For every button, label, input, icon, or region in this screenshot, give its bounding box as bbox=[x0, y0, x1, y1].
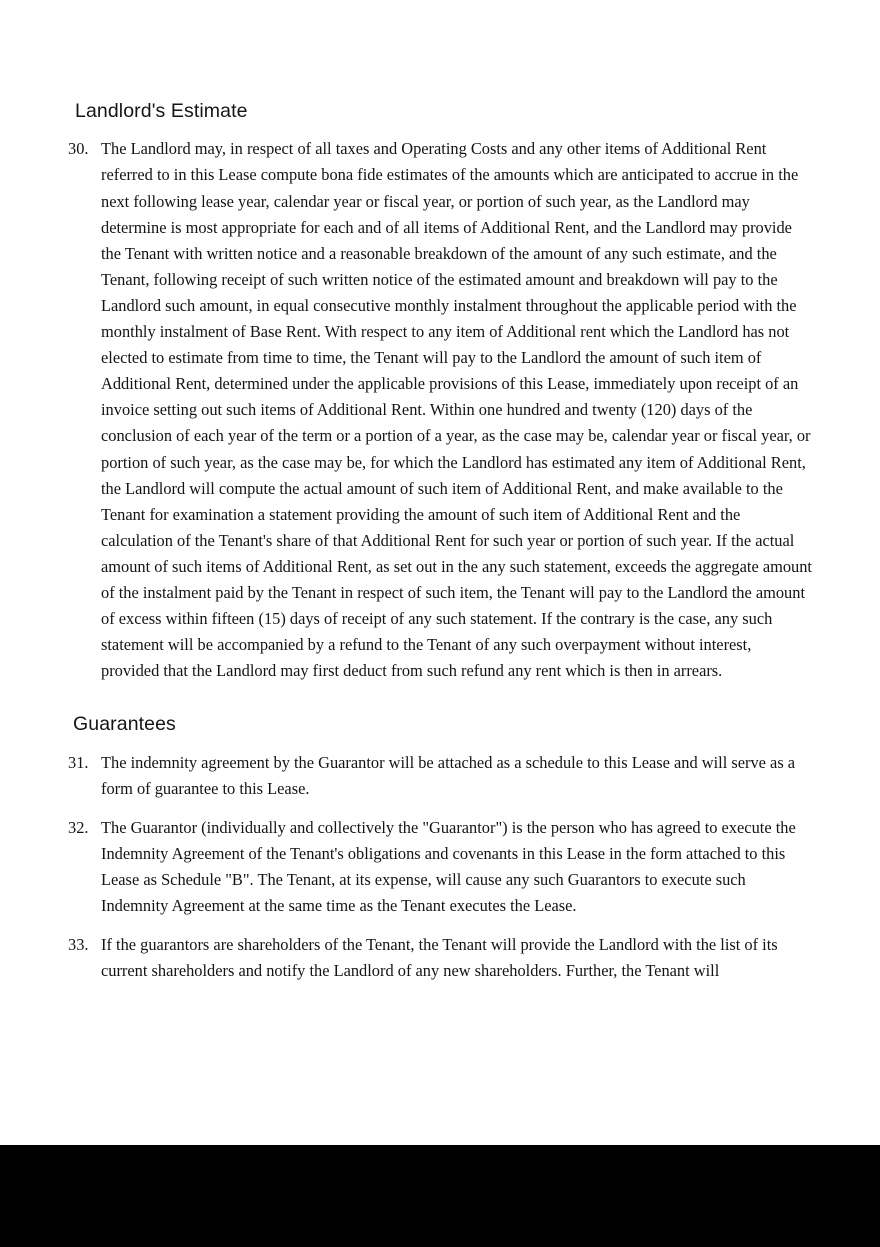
section-heading-landlords-estimate: Landlord's Estimate bbox=[75, 100, 248, 122]
page-footer-band bbox=[0, 1145, 880, 1247]
clause-list-guarantees bbox=[0, 750, 880, 985]
clause-text: The indemnity agreement by the Guarantor will be attached as a schedule to this Lease and will serve as a form of guarantee to this Lease. bbox=[101, 752, 796, 798]
clause-number: 31. bbox=[68, 752, 89, 772]
clause-number: 30. bbox=[68, 139, 89, 159]
clause-number: 33. bbox=[68, 935, 89, 955]
clause-text: If the guarantors are shareholders of the Tenant, the Tenant will provide the Landlord with the list of its current shareholders and notify the Landlord of any new shareholders. Further, the Tenant will bbox=[101, 935, 778, 981]
clause-list-landlords-estimate bbox=[0, 136, 880, 684]
section-heading-guarantees: Guarantees bbox=[73, 713, 176, 736]
clause-text: The Landlord may, in respect of all taxes and Operating Costs and any other items of Additional Rent referred to in this Lease compute bona fide estimates of the amounts which are anticipated to accrue in the next following lease year, calendar year or fiscal year, or portion of such year, as the Landlord may determine is most appropriate for each and of all items of Additional Rent, and the Landlord may provide the Tenant with written notice and a reasonable breakdown of the amount of any such estimate, and the Tenant, following receipt of such written notice of the estimated amount and breakdown will pay to the Landlord such amount, in equal consecutive monthly instalment throughout the applicable period with the monthly instalment of Base Rent. With respect to any item of Additional rent which the Landlord has not elected to estimate from time to time, the Tenant will pay to the Landlord the amount of such item of Additional Rent, determined under the applicable provisions of this Lease, immediately upon receipt of an invoice setting out such items of Additional Rent. Within one hundred and twenty (120) days of the conclusion of each year of the term or a portion of a year, as the case may be, calendar year or fiscal year, or portion of such year, as the case may be, for which the Landlord has estimated any item of Additional Rent, the Landlord will compute the actual amount of such item of Additional Rent, and make available to the Tenant for examination a statement providing the amount of such item of Additional Rent and the calculation of the Tenant's share of that Additional Rent for such year or portion of such year. If the actual amount of such items of Additional Rent, as set out in the any such statement, exceeds the aggregate amount of the instalment paid by the Tenant in respect of such item, the Tenant will pay to the Landlord the amount of excess within fifteen (15) days of receipt of any such statement. If the contrary is the case, any such statement will be accompanied by a refund to the Tenant of any such overpayment without interest, provided that the Landlord may first deduct from such refund any rent which is then in arrears. bbox=[101, 139, 812, 681]
clause-item bbox=[0, 750, 880, 802]
clause-number: 32. bbox=[68, 817, 89, 837]
clause-item bbox=[0, 815, 880, 919]
clause-text: The Guarantor (individually and collectively the "Guarantor") is the person who has agreed to execute the Indemnity Agreement of the Tenant's obligations and covenants in this Lease in the form attached to this Lease as Schedule "B". The Tenant, at its expense, will cause any such Guarantors to execute such Indemnity Agreement at the same time as the Tenant executes the Lease. bbox=[101, 817, 796, 916]
clause-item bbox=[0, 932, 880, 984]
clause-item bbox=[0, 136, 880, 684]
